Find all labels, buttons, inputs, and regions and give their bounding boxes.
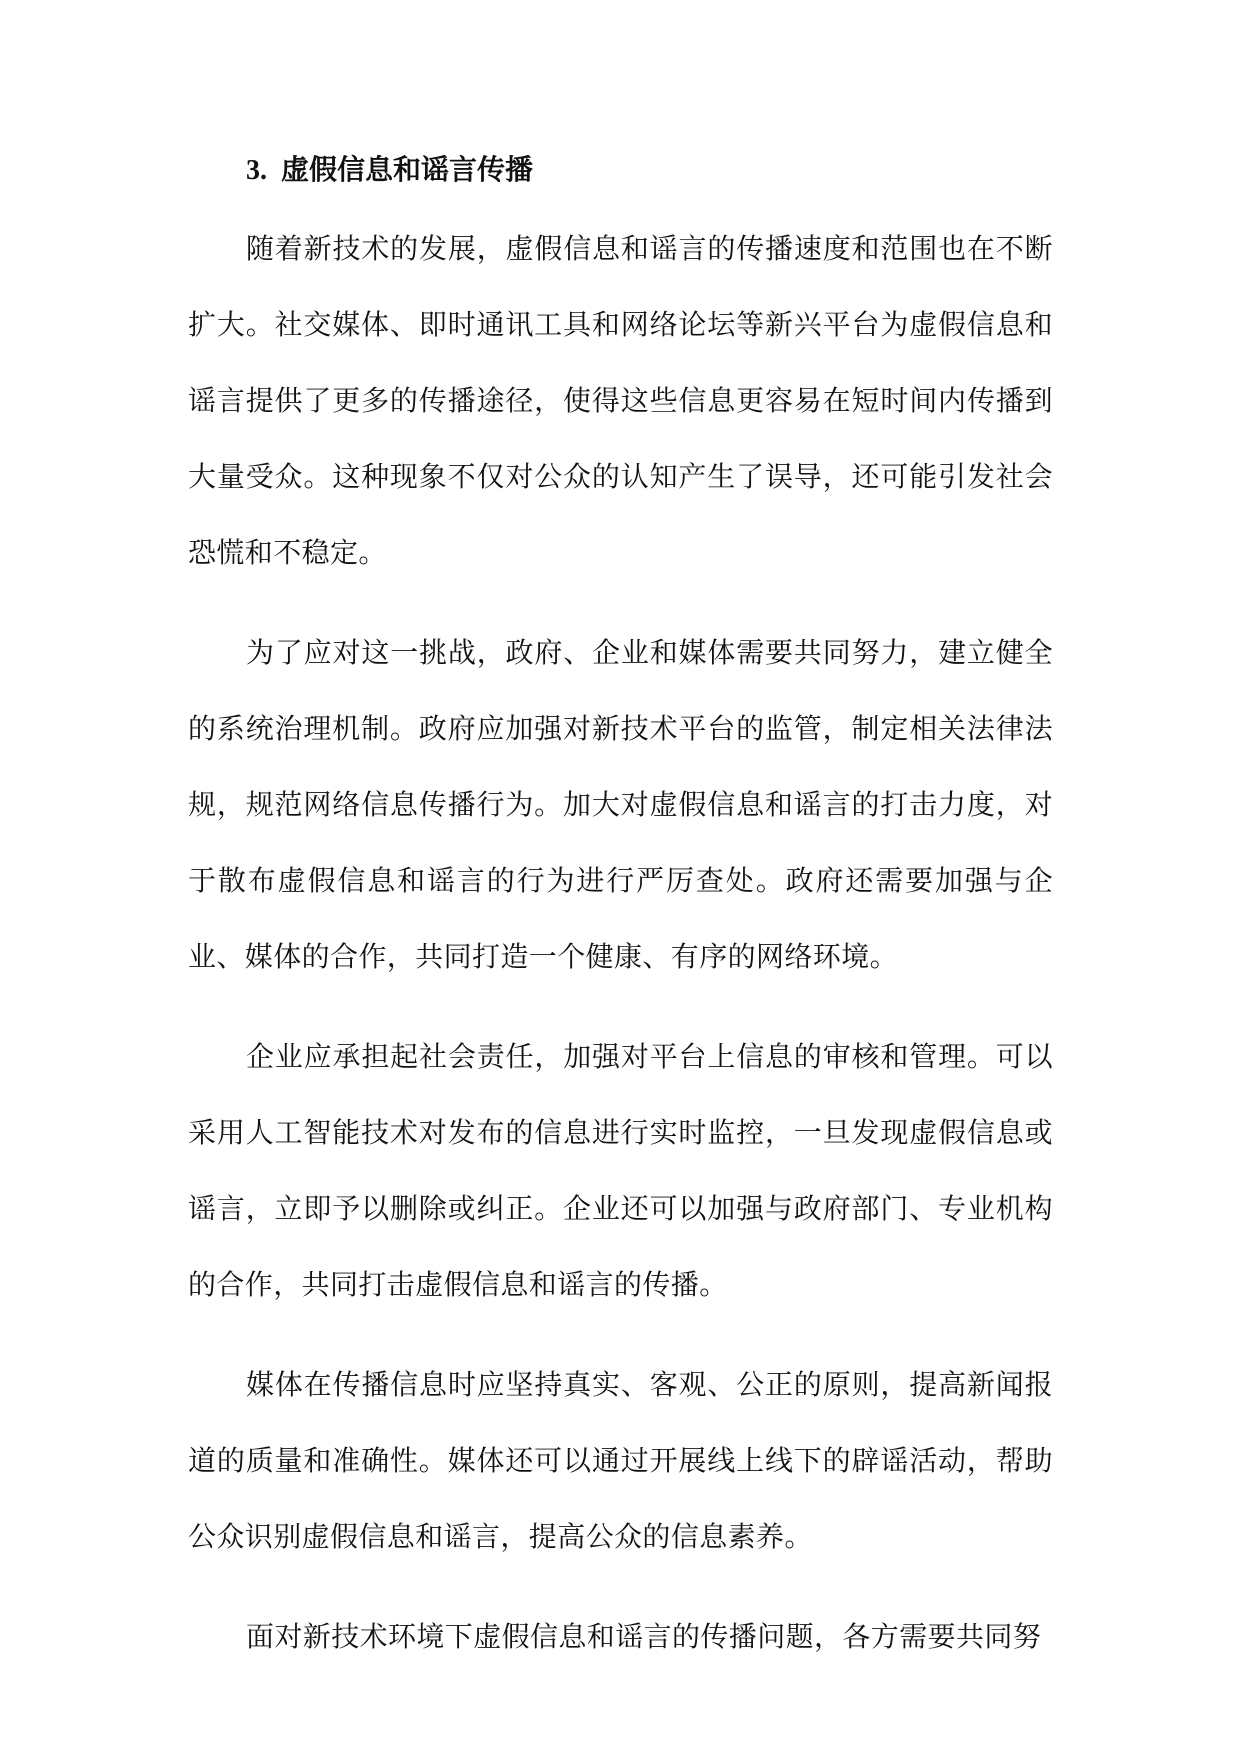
paragraph: 媒体在传播信息时应坚持真实、客观、公正的原则，提高新闻报道的质量和准确性。媒体还可以通过开展线上线下的辟谣活动，帮助公众识别虚假信息和谣言，提高公众的信息素养。	[188, 1368, 1053, 1553]
paragraph: 企业应承担起社会责任，加强对平台上信息的审核和管理。可以采用人工智能技术对发布的信息进行实时监控，一旦发现虚假信息或谣言，立即予以删除或纠正。企业还可以加强与政府部门、专业机构的合作，共同打击虚假信息和谣言的传播。	[188, 1040, 1053, 1301]
paragraph: 为了应对这一挑战，政府、企业和媒体需要共同努力，建立健全的系统治理机制。政府应加强对新技术平台的监管，制定相关法律法规，规范网络信息传播行为。加大对虚假信息和谣言的打击力度，对于散布虚假信息和谣言的行为进行严厉查处。政府还需要加强与企业、媒体的合作，共同打造一个健康、有序的网络环境。	[188, 636, 1053, 973]
document-body	[188, 145, 1053, 1675]
paragraph: 面对新技术环境下虚假信息和谣言的传播问题，各方需要共同努	[246, 1620, 1042, 1653]
section-number: 3.	[246, 155, 267, 186]
paragraph: 随着新技术的发展，虚假信息和谣言的传播速度和范围也在不断扩大。社交媒体、即时通讯工具和网络论坛等新兴平台为虚假信息和谣言提供了更多的传播途径，使得这些信息更容易在短时间内传播到大量受众。这种现象不仅对公众的认知产生了误导，还可能引发社会恐慌和不稳定。	[188, 232, 1053, 569]
section-heading	[246, 145, 1053, 195]
section-title: 虚假信息和谣言传播	[281, 153, 534, 186]
